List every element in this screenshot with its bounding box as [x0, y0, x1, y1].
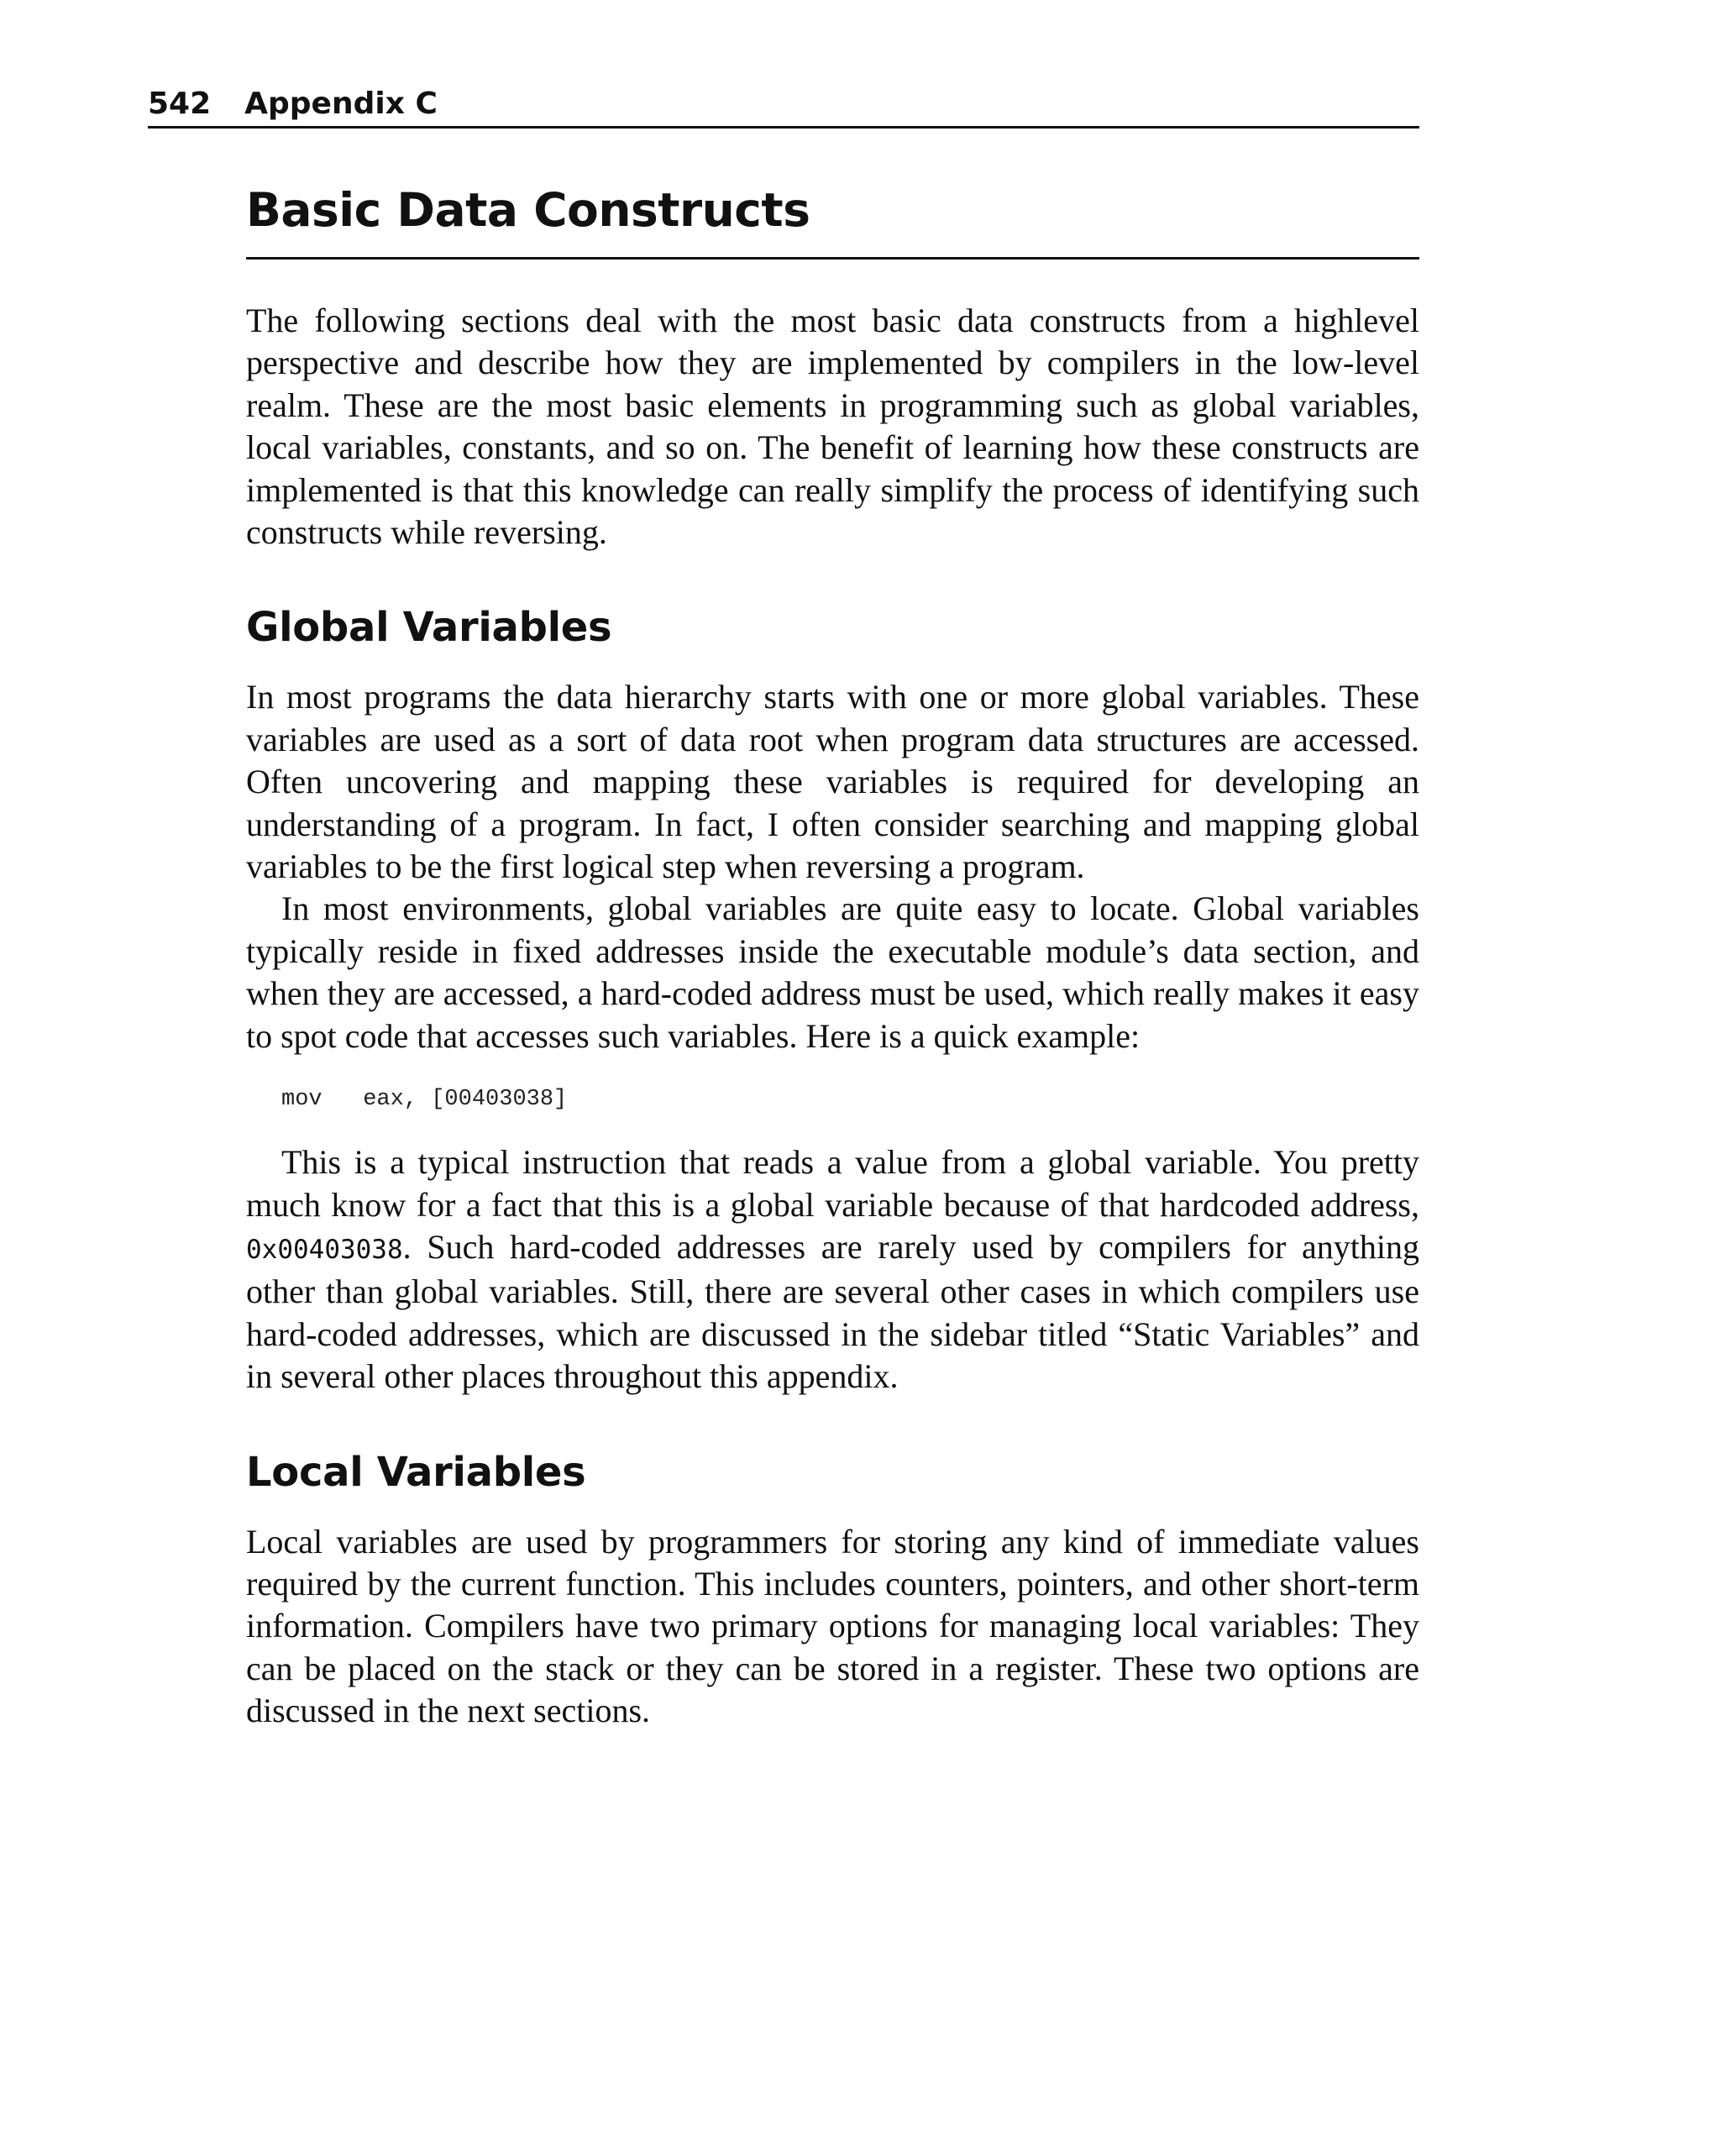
paragraph-3-text-after: . Such hard-coded addresses are rarely used by compilers for anything other than global variables. Still, there are several other cases in which compilers use hard-coded addresses, which are discussed in the sidebar titled “Static Variables” and in several other places throughout this appendix.	[246, 1227, 1419, 1396]
global-variables-heading: Global Variables	[246, 604, 612, 652]
intro-paragraph: The following sections deal with the most basic data constructs from a highlevel perspective and describe how they are implemented by compilers in the low-level realm. These are the most basic elements in programming such as global variables, local variables, constants, and so on. The benefit of learning how these constructs are implemented is that this knowledge can really simplify the process of identifying such constructs while reversing.	[246, 302, 1419, 552]
paragraph-3-text-before: This is a typical instruction that reads a value from a global variable. You pretty much know for a fact that this is a global variable because of that hardcoded address,	[246, 1143, 1419, 1224]
running-head	[148, 82, 1419, 129]
page-content	[246, 175, 1419, 1733]
global-variables-paragraph-2: In most environments, global variables are quite easy to locate. Global variables typically reside in fixed addresses inside the executable module’s data section, and when they are accessed, a hard-coded address must be used, which really makes it easy to spot code that accesses such variables. Here is a quick example:	[246, 889, 1419, 1055]
local-variables-paragraph-1: Local variables are used by programmers for storing any kind of immediate values required by the current function. This includes counters, pointers, and other short-term information. Compilers have two primary options for managing local variables: They can be placed on the stack or they can be stored in a register. These two options are discussed in the next sections.	[246, 1522, 1419, 1730]
running-title: Appendix C	[244, 87, 438, 121]
local-variables-heading: Local Variables	[246, 1448, 586, 1496]
code-example: mov eax, [00403038]	[281, 1087, 568, 1113]
global-variables-paragraph-1: In most programs the data hierarchy starts with one or more global variables. These variables are used as a sort of data root when program data structures are accessed. Often uncovering and mapping these variables is required for developing an understanding of a program. In fact, I often consider searching and mapping global variables to be the first logical step when reversing a program.	[246, 678, 1419, 886]
global-variables-paragraph-3	[246, 1141, 1419, 1398]
section-title: Basic Data Constructs	[246, 175, 1419, 260]
page-number: 542	[148, 87, 212, 121]
inline-code-address: 0x00403038	[246, 1234, 403, 1265]
